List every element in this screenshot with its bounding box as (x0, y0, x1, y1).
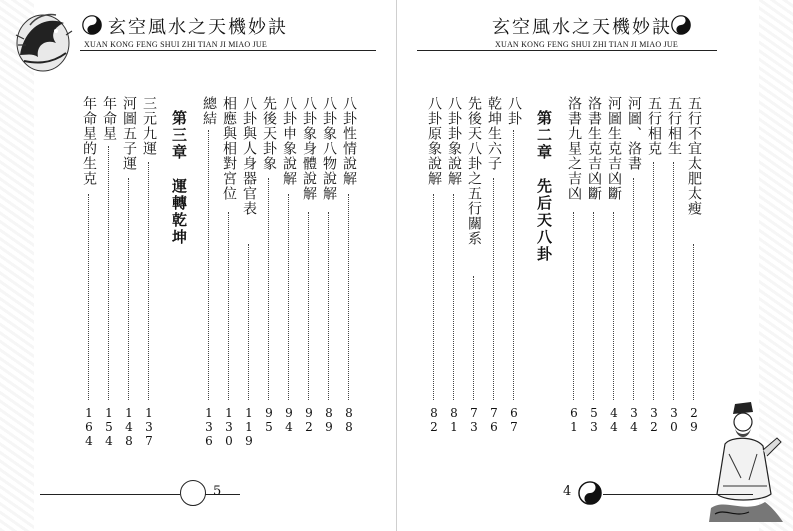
toc-leader-dots (208, 130, 209, 400)
toc-page-number: 1 1 9 (245, 406, 253, 448)
toc-entry[interactable] (504, 96, 524, 456)
toc-entry[interactable] (279, 96, 299, 456)
chapter-heading[interactable]: 第三章 運轉乾坤 (170, 110, 188, 246)
toc-entry-label: 八卦原象說解 (426, 96, 442, 186)
toc-leader-dots (88, 194, 89, 400)
sage-figure-illustration (705, 398, 785, 524)
toc-leader-dots (673, 162, 674, 400)
toc-leader-dots (228, 212, 229, 400)
book-subtitle: XUAN KONG FENG SHUI ZHI TIAN JI MIAO JUE (495, 40, 678, 49)
toc-leader-dots (513, 130, 514, 400)
toc-page-number: 6 1 (570, 406, 578, 434)
toc-entry-label: 三元九運 (141, 96, 157, 156)
toc-leader-dots (653, 162, 654, 400)
toc-entry[interactable] (684, 96, 704, 456)
toc-page-number: 3 0 (670, 406, 678, 434)
yin-yang-icon (82, 15, 102, 35)
toc-page-number: 1 3 0 (225, 406, 233, 448)
yin-yang-icon (578, 481, 602, 505)
toc-entry-label: 八卦象八物說解 (321, 96, 337, 201)
toc-leader-dots (613, 212, 614, 400)
toc-entry-label: 河圖、洛書 (626, 96, 642, 171)
toc-entry[interactable] (119, 96, 139, 456)
toc-entry-label: 八卦卦象說解 (446, 96, 462, 186)
toc-entry-label: 五行不宜太肥太瘦 (686, 96, 702, 216)
toc-page-number: 6 7 (510, 406, 518, 434)
toc-entry-label: 五行相克 (646, 96, 662, 156)
toc-entry[interactable] (584, 96, 604, 456)
toc-entry[interactable] (139, 96, 159, 456)
toc-entry[interactable] (604, 96, 624, 456)
toc-leader-dots (493, 178, 494, 400)
yin-yang-icon (671, 15, 691, 35)
footer-rule (603, 494, 753, 495)
toc-page-number: 2 9 (690, 406, 698, 434)
toc-entry-label: 先後天八卦之五行關系 (466, 96, 482, 246)
toc-leader-dots (453, 194, 454, 400)
toc-entry[interactable] (339, 96, 359, 456)
toc-page-number: 1 4 8 (125, 406, 133, 448)
toc-leader-dots (328, 212, 329, 400)
page-number: 4 (563, 484, 572, 499)
toc-page-number: 8 1 (450, 406, 458, 434)
toc-entry-label: 河圖生克吉凶斷 (606, 96, 622, 201)
toc-page-number: 8 2 (430, 406, 438, 434)
book-title: 玄空風水之天機妙訣 (492, 17, 672, 38)
toc-entry[interactable] (319, 96, 339, 456)
toc-entry-label: 洛書九星之吉凶 (566, 96, 582, 201)
toc-page-number: 9 4 (285, 406, 293, 434)
toc-leader-dots (128, 178, 129, 400)
toc-page-number: 7 6 (490, 406, 498, 434)
toc-leader-dots (593, 212, 594, 400)
footer-rule (40, 494, 180, 495)
toc-entry-label: 五行相生 (666, 96, 682, 156)
toc-entry-label: 年命星 (101, 96, 117, 141)
left-margin-pattern (0, 0, 34, 531)
toc-leader-dots (108, 146, 109, 400)
toc-entry[interactable] (299, 96, 319, 456)
toc-entry[interactable] (484, 96, 504, 456)
toc-entry[interactable] (644, 96, 664, 456)
toc-page-number: 4 4 (610, 406, 618, 434)
toc-entry[interactable] (424, 96, 444, 456)
toc-page-number: 8 9 (325, 406, 333, 434)
footer-rule (205, 494, 240, 495)
toc-leader-dots (268, 178, 269, 400)
toc-leader-dots (573, 212, 574, 400)
toc-entry[interactable] (259, 96, 279, 456)
toc-entry[interactable] (664, 96, 684, 456)
toc-leader-dots (308, 212, 309, 400)
toc-page-number: 9 5 (265, 406, 273, 434)
toc-entry[interactable] (239, 96, 259, 456)
toc-page-number: 1 3 6 (205, 406, 213, 448)
left-page (0, 0, 396, 531)
toc-entry[interactable] (464, 96, 484, 456)
right-page (397, 0, 793, 531)
toc-leader-dots (248, 244, 249, 400)
toc-entry-label: 先後天卦象 (261, 96, 277, 171)
toc-entry-label: 乾坤生六子 (486, 96, 502, 171)
toc-entry-label: 八卦申象說解 (281, 96, 297, 186)
page-number: 5 (213, 484, 222, 499)
toc-entry[interactable] (624, 96, 644, 456)
toc-page-number: 1 3 7 (145, 406, 153, 448)
chapter-heading[interactable]: 第二章 先后天八卦 (535, 110, 553, 263)
toc-entry[interactable] (219, 96, 239, 456)
toc-page-number: 9 2 (305, 406, 313, 434)
toc-leader-dots (348, 194, 349, 400)
header-rule (417, 50, 717, 51)
dragon-illustration (10, 5, 76, 77)
toc-page-number: 1 6 4 (85, 406, 93, 448)
toc-leader-dots (288, 194, 289, 400)
toc-page-number: 3 4 (630, 406, 638, 434)
toc-entry-label: 年命星的生克 (81, 96, 97, 186)
toc-entry[interactable] (564, 96, 584, 456)
toc-leader-dots (473, 276, 474, 400)
toc-entry[interactable] (199, 96, 219, 456)
header-rule (80, 50, 376, 51)
toc-leader-dots (693, 244, 694, 400)
toc-entry[interactable] (99, 96, 119, 456)
toc-entry-label: 八卦象身體說解 (301, 96, 317, 201)
toc-page-number: 3 2 (650, 406, 658, 434)
toc-page-number: 1 5 4 (105, 406, 113, 448)
toc-entry[interactable] (444, 96, 464, 456)
toc-page-number: 8 8 (345, 406, 353, 434)
toc-leader-dots (433, 194, 434, 400)
toc-entry[interactable] (79, 96, 99, 456)
toc-entry-label: 河圖五子運 (121, 96, 137, 171)
toc-entry-label: 八卦性情說解 (341, 96, 357, 186)
toc-entry-label: 相應與相對宮位 (221, 96, 237, 201)
toc-entry-label: 八卦與人身器官表 (241, 96, 257, 216)
toc-entry-label: 八卦 (506, 96, 522, 126)
toc-page-number: 7 3 (470, 406, 478, 434)
toc-entry-label: 洛書生克吉凶斷 (586, 96, 602, 201)
book-subtitle: XUAN KONG FENG SHUI ZHI TIAN JI MIAO JUE (84, 40, 267, 49)
book-title: 玄空風水之天機妙訣 (108, 17, 288, 38)
toc-leader-dots (633, 178, 634, 400)
toc-page-number: 5 3 (590, 406, 598, 434)
folio-circle (180, 480, 206, 506)
toc-entry-label: 總結 (201, 96, 217, 126)
toc-leader-dots (148, 162, 149, 400)
